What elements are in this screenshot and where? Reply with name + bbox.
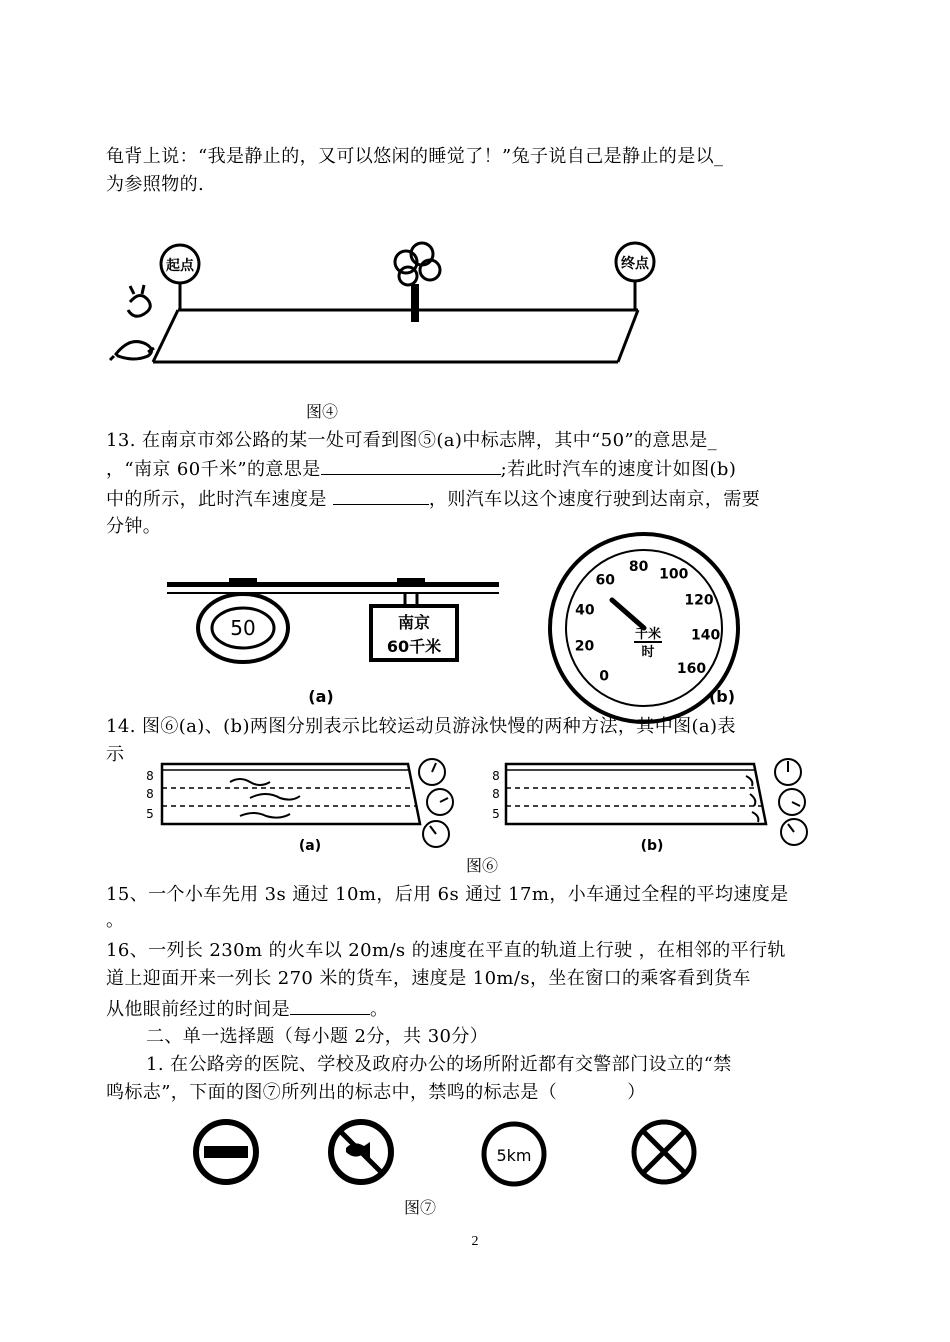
lane-number: 8: [492, 787, 500, 801]
question-16-line: 道上迎面开来一列长 270 米的货车，速度是 10m/s，坐在窗口的乘客看到货车: [106, 968, 751, 989]
destination-city: 南京: [397, 613, 431, 632]
figure-5b-label: (b): [708, 687, 736, 706]
question-14-line: 14. 图⑥(a)、(b)两图分别表示比较运动员游泳快慢的两种方法，其中图(a)表: [106, 716, 736, 737]
text-line: 为参照物的.: [106, 174, 205, 195]
destination-distance: 60千米: [386, 637, 442, 656]
figure-4-race-track: [108, 232, 653, 377]
lane-number: 8: [146, 769, 154, 783]
page-number: 2: [471, 1234, 479, 1249]
text-segment: 。: [370, 999, 389, 1020]
figure-5b-speedometer: [548, 559, 748, 707]
dial-number: 20: [574, 638, 595, 655]
figure-5a-road-signs: [165, 572, 505, 707]
figure-6-caption: 图⑥: [466, 856, 499, 875]
lane-number: 5: [492, 807, 500, 821]
dial-number: 40: [575, 602, 595, 619]
question-15-line: 15、一个小车先用 3s 通过 10m，后用 6s 通过 17m，小车通过全程的平均速度是: [106, 884, 789, 905]
question-15-line: 。: [106, 910, 125, 931]
lane-number: 8: [492, 769, 500, 783]
figure-7-traffic-signs: [180, 1114, 720, 1194]
no-entry-sign-icon: [196, 1122, 256, 1182]
text-segment: 中的所示，此时汽车速度是: [106, 489, 333, 510]
no-stopping-sign-icon: [634, 1122, 694, 1182]
question-13-line: 13. 在南京市郊公路的某一处可看到图⑤(a)中标志牌，其中“50”的意思是_: [106, 430, 718, 451]
question-16-line: [106, 996, 848, 1023]
stopwatch-icon: [423, 821, 449, 847]
question-13-line: [106, 486, 848, 513]
stopwatch-icon: [427, 789, 453, 815]
answer-blank[interactable]: [290, 996, 370, 1015]
stopwatch-icon: [781, 819, 807, 845]
text-line: 龟背上说：“我是静止的，又可以悠闲的睡觉了！”兔子说自己是静止的是以_: [106, 146, 724, 167]
speed-limit-sign-icon: [484, 1124, 544, 1184]
figure-6b-swimming-pool: [484, 758, 824, 858]
text-segment: 鸣标志”，下面的图⑦所列出的标志中，禁鸣的标志是（: [106, 1082, 558, 1103]
dial-number: 80: [628, 559, 649, 576]
section-heading: 二、单一选择题（每小题 2分，共 30分）: [146, 1026, 489, 1047]
dial-number: 160: [676, 660, 707, 677]
no-honking-sign-icon: [331, 1122, 391, 1182]
km-sign-label: 5km: [496, 1146, 532, 1165]
dial-number: 0: [599, 668, 609, 685]
figure-6b-label: (b): [640, 838, 664, 854]
figure-4-caption: 图④: [306, 402, 339, 421]
answer-blank[interactable]: [321, 456, 501, 475]
dial-number: 100: [659, 566, 689, 583]
figure-5a-label: (a): [308, 687, 334, 706]
question-13-line: [106, 456, 848, 483]
text-segment: ）: [627, 1082, 646, 1103]
text-segment: 从他眼前经过的时间是: [106, 999, 290, 1020]
dial-number: 140: [690, 627, 721, 644]
lane-number: 5: [146, 807, 154, 821]
figure-6a-label: (a): [298, 838, 322, 854]
stopwatch-icon: [775, 759, 801, 785]
dial-unit-km: 千米: [634, 627, 662, 642]
text-segment: ，“南京 60千米”的意思是: [106, 459, 321, 480]
speed-limit-value: 50: [230, 616, 256, 640]
figure-7-caption: 图⑦: [404, 1198, 437, 1217]
lane-number: 8: [146, 787, 154, 801]
answer-blank[interactable]: [333, 486, 429, 505]
text-segment: ，则汽车以这个速度行驶到达南京，需要: [428, 489, 761, 510]
stopwatch-icon: [419, 759, 445, 785]
mc-question-1-line: [106, 1080, 848, 1106]
question-14-line: 示: [106, 744, 125, 765]
dial-number: 120: [684, 592, 714, 609]
start-sign-label: 起点: [166, 258, 194, 274]
mc-question-1-line: 1. 在公路旁的医院、学校及政府办公的场所附近都有交警部门设立的“禁: [146, 1054, 732, 1075]
dial-unit-hour: 时: [641, 645, 655, 660]
dial-number: 60: [595, 572, 615, 589]
question-13-line: 分钟。: [106, 516, 162, 537]
end-sign-label: 终点: [621, 256, 649, 272]
question-16-line: 16、一列长 230m 的火车以 20m/s 的速度在平直的轨道上行驶 ，在相邻的平行轨: [106, 940, 786, 961]
text-segment: ;若此时汽车的速度计如图(b): [500, 459, 737, 480]
stopwatch-icon: [779, 789, 805, 815]
figure-6a-swimming-pool: [140, 758, 458, 858]
